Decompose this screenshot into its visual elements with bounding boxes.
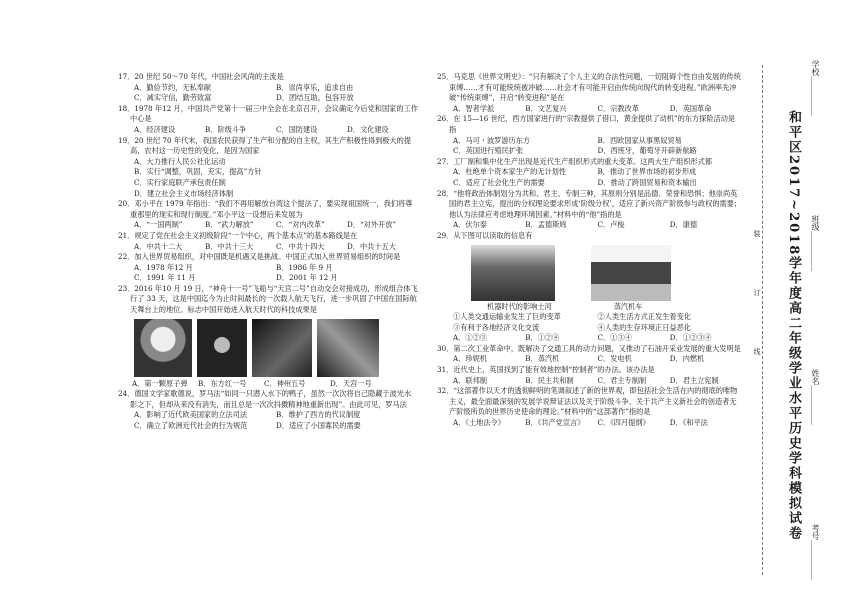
q29-images (437, 245, 742, 301)
question-options (437, 354, 742, 365)
question (437, 231, 742, 242)
question (437, 365, 742, 386)
right-column (437, 72, 742, 429)
question (118, 72, 418, 104)
question (437, 386, 742, 428)
question-option: A．联邦制 (453, 375, 487, 385)
question-options (118, 125, 418, 136)
field-name[interactable]: 姓名__________ (811, 369, 820, 426)
question-option: C．英国进行殖民扩张 (453, 146, 524, 156)
q29-caption: 蒸汽机车 (613, 301, 643, 311)
question-option: A．伏尔泰 (453, 220, 487, 230)
question-option: B．蒸汽机 (525, 354, 560, 364)
question-stem: 29．从下图可以读取的信息有 (437, 230, 533, 240)
question-option: C．1991 年 11 月 (134, 273, 196, 283)
question-stem: 25．马克思《世界文明史》：“只有解决了个人主义的合法性问题，一切阻碍个性自由发展的传统束缚……才有可能统统被冲破……社会才有可能开启由传统向现代的转变进程。”欧洲率先冲破“传统束缚”，开启“转变进程”是在 (437, 72, 741, 103)
question-option: C．“对内改革” (276, 220, 325, 230)
question-option: A．影响了近代欧美国家的立法司法 (134, 410, 248, 420)
question-stem: 21．规定了党在社会主义初级阶段“一个中心，两个基本点”的基本路线是在 (118, 230, 358, 240)
left-column (118, 72, 418, 432)
atomic-bomb-photo (134, 319, 192, 377)
question-option: B．西欧国家从事黑奴贸易 (597, 135, 682, 145)
question-option: C．宗教改革 (597, 103, 639, 113)
question (118, 252, 418, 284)
field-school[interactable]: 学校__________ (811, 60, 820, 116)
q29-point: ②人类生活方式正发生着变化 (597, 312, 691, 322)
question-option: A．“一国两制” (134, 220, 183, 230)
question-option: D．文化建设 (347, 124, 389, 134)
question-option: C．适应了社会化生产的需要 (453, 177, 545, 187)
question-stem: 23．2016 年10 月 19 日，“神舟十一号”飞船与“天宫二号”自动交会对接成功，形成组合体飞行了 33 天，这是中国迄今为止时间最长的一次载人航天飞行，进一步巩固了中国在国际航天舞台上的地位。标志中国开始进入航天时代的科技成果是 (118, 283, 418, 315)
question-option: A．大力推行人民公社化运动 (134, 156, 226, 166)
question-option: C．国防建设 (276, 124, 318, 134)
question-option: B．1986 年 9 月 (276, 262, 333, 272)
question (437, 114, 742, 156)
question-option: D．内燃机 (669, 354, 705, 364)
question-option: B．“武力解放” (205, 220, 254, 230)
satellite-photo (197, 319, 247, 377)
q23-caption: C．神州五号 (264, 378, 306, 388)
q29-option: B．①②④ (525, 333, 560, 343)
question-options (437, 376, 742, 387)
question-option: D．2001 年 12 月 (276, 273, 338, 283)
question (118, 136, 418, 200)
question-options (118, 263, 418, 284)
question-option: A．中共十二大 (134, 241, 183, 251)
question-option: B．实行“调整，巩固，充实，提高”方针 (134, 167, 262, 177)
question-stem: 20．邓小平在 1979 年指出：“我们不再用解放台湾这个提法了，要实现祖国统一，我们将尊重那里的现实和现行制度。”邓小平这一设想后来发展为 (118, 199, 413, 219)
question-option: C．确立了欧洲近代社会的行为规范 (134, 421, 248, 431)
q29-points (437, 312, 742, 333)
question (118, 389, 418, 431)
question-options (437, 136, 742, 157)
steam-locomotive-photo (591, 245, 671, 301)
question (437, 72, 742, 114)
question-options (118, 242, 418, 253)
question-option: D．“对外开放” (347, 220, 397, 230)
question-option: B．中共十三大 (205, 241, 254, 251)
question-options (437, 167, 742, 188)
question-option: C．君主专制制 (597, 375, 647, 385)
question-option: B．民主共和制 (525, 375, 574, 385)
fold-label: 线 (753, 348, 761, 355)
q29-option: C．①③④ (597, 333, 632, 343)
q29-option: D．①②③④ (669, 333, 712, 343)
q23-caption: A．第一颗原子弹 (132, 378, 188, 388)
question-option: D．适应了小国寡民的需要 (276, 421, 361, 431)
question-option: D．西班牙，葡萄牙开辟新航路 (597, 146, 697, 156)
question-option: C．实行家庭联产承包责任制 (134, 177, 226, 187)
question-stem: 30．第二次工业革命中，既解决了交通工具的动力问题，又推动了石油开采业发展的重大发明是 (437, 343, 741, 353)
question-options (118, 410, 418, 431)
question-option: C．中共十四大 (276, 241, 325, 251)
exam-title: 和平区2017~2018学年度高二年级学业水平历史学科模拟试卷 (786, 110, 801, 542)
question-option: A．珍妮机 (453, 354, 487, 364)
question-stem: 26．在 15—16 世纪，西方国家进行的“宗教提供了借口，黄金提供了动机”的东方探险活动是指 (437, 114, 736, 134)
question-option: B．孟德斯鸠 (525, 220, 567, 230)
question (118, 231, 418, 252)
question-option: D．英国革命 (669, 103, 712, 113)
q29-option: A．①②③ (453, 333, 487, 343)
q23-caption: D．天宫一号 (330, 378, 372, 388)
question-stem: 28．“他将政治体制划分为共和、君主、专制三种，其原则分别是品德、荣誉和恐惧；他崇尚英国的君主立宪，提出的分权理论要求形成‘阶级分权’，适应了新兴资产阶级参与政权的需要；他认为法律应考虑地理环境因素。”材料中的“他”指的是 (437, 188, 742, 219)
field-id[interactable]: 考号__________ (811, 523, 820, 580)
question-option: A．1978 年12 月 (134, 262, 193, 272)
question-option: A．勤俭节约，无私奉献 (134, 82, 212, 92)
question (437, 189, 742, 231)
question-option: C．减实守信，勤劳致富 (134, 93, 212, 103)
question-stem: 19．20 世纪 70 年代末，我国农民获得了生产和分配的自主权，其生产积极性得到极大的提高，农村这一历史性的变化，是因为国家 (118, 135, 412, 156)
question-option: A．经济建设 (134, 124, 176, 134)
question-options (118, 157, 418, 199)
tiangong-photo (317, 319, 379, 377)
q29-options (437, 333, 742, 344)
question-stem: 17．20 世纪 50～70 年代，中国社会风尚的主流是 (118, 72, 284, 81)
question (118, 284, 418, 316)
q29-point: ①人类交通运输业发生了巨的变革 (453, 312, 561, 322)
question-option: A．马可・波罗游历东方 (453, 135, 531, 145)
q29-caption: 机器时代的影响士河 (487, 301, 552, 311)
question-option: D．康德 (669, 220, 698, 230)
student-info-fields (810, 60, 821, 580)
fold-label: 订 (753, 289, 761, 296)
q23-caption: B．东方红一号 (198, 378, 247, 388)
q23-captions (118, 379, 418, 390)
question-options (118, 83, 418, 104)
fold-labels (752, 230, 762, 355)
question-option: B．《共产党宣言》 (525, 418, 585, 428)
question-option: A．《土地法令》 (453, 418, 505, 428)
question-stem: 24．德国文学家歌德说，罗马法“如同一只潜入水下的鸭子，虽然一次次将自己隐藏于波光水影之下，但却从来没有消失，而且总是一次次抖擞精神地重新出现”。由此可见，罗马法 (118, 389, 412, 409)
question-stem: 18．1978 年12 月，中国共产党第十一届三中全会在北京召开，会议确定今后党和国家的工作中心是 (118, 103, 418, 124)
fold-label: 装 (753, 230, 761, 237)
question-option: A．智者学派 (453, 103, 495, 113)
question-options (437, 418, 742, 429)
question-option: A．杜绝单个资本家生产的无计划性 (453, 167, 567, 177)
question-options (118, 220, 418, 231)
question-stem: 22．加入世界贸易组织，对中国既是机遇又是挑战。中国正式加入世界贸易组织的时间是 (118, 252, 401, 262)
question (118, 104, 418, 136)
question-option: C．《四月提纲》 (597, 418, 650, 428)
question (118, 199, 418, 231)
machine-age-photo (471, 245, 555, 301)
question-option: B．文艺复兴 (525, 103, 567, 113)
q29-captions (437, 302, 742, 313)
question (437, 157, 742, 189)
shenzhou-photo (252, 319, 312, 377)
field-class[interactable]: 班级__________ (811, 214, 820, 271)
question-option: C．卢梭 (597, 220, 625, 230)
fold-line (762, 65, 763, 575)
question-stem: 32．“这部著作以天才的透彻鲜明的笔调叙述了新的世界观，即包括社会生活在内的彻底的唯物主义，最全面最深刻的发展学说辩证法以及关于阶级斗争、关于共产主义新社会的创造者无产阶级所负的世界历史使命的理论。”材料中的“这部著作”指的是 (437, 386, 738, 417)
question-option: D．团结互助，包容开放 (276, 93, 354, 103)
question-option: D．君主立宪制 (669, 375, 719, 385)
question-option: B．崇尚享乐，追求自由 (276, 82, 354, 92)
question-option: D．推动了跨国贸易和资本输出 (597, 177, 697, 187)
question-options (437, 104, 742, 115)
question-option: D．建立社会主义市场经济体制 (134, 188, 234, 198)
question-option: B．维护了西方的代议制度 (276, 410, 361, 420)
question-option: B．推动了世界市场的初步形成 (597, 167, 697, 177)
question-option: D．中共十五大 (347, 241, 396, 251)
q29-point: ③有利于各地经济文化交流 (453, 322, 540, 332)
question-option: B．阶级斗争 (205, 124, 247, 134)
question-options (437, 220, 742, 231)
q29-point: ④人类的生存环境正日益恶化 (597, 322, 691, 332)
question-option: C．发电机 (597, 354, 632, 364)
q23-images (118, 319, 418, 377)
question-stem: 31．近代史上，英国找到了能有效地控制“控制者”的办法。该办法是 (437, 365, 655, 375)
question-stem: 27．工厂制和集中化生产出现是近代生产组织形式的重大变革。这两大生产组织形式都 (437, 156, 713, 166)
question-option: D．《和平法 (669, 418, 708, 428)
question (437, 344, 742, 365)
